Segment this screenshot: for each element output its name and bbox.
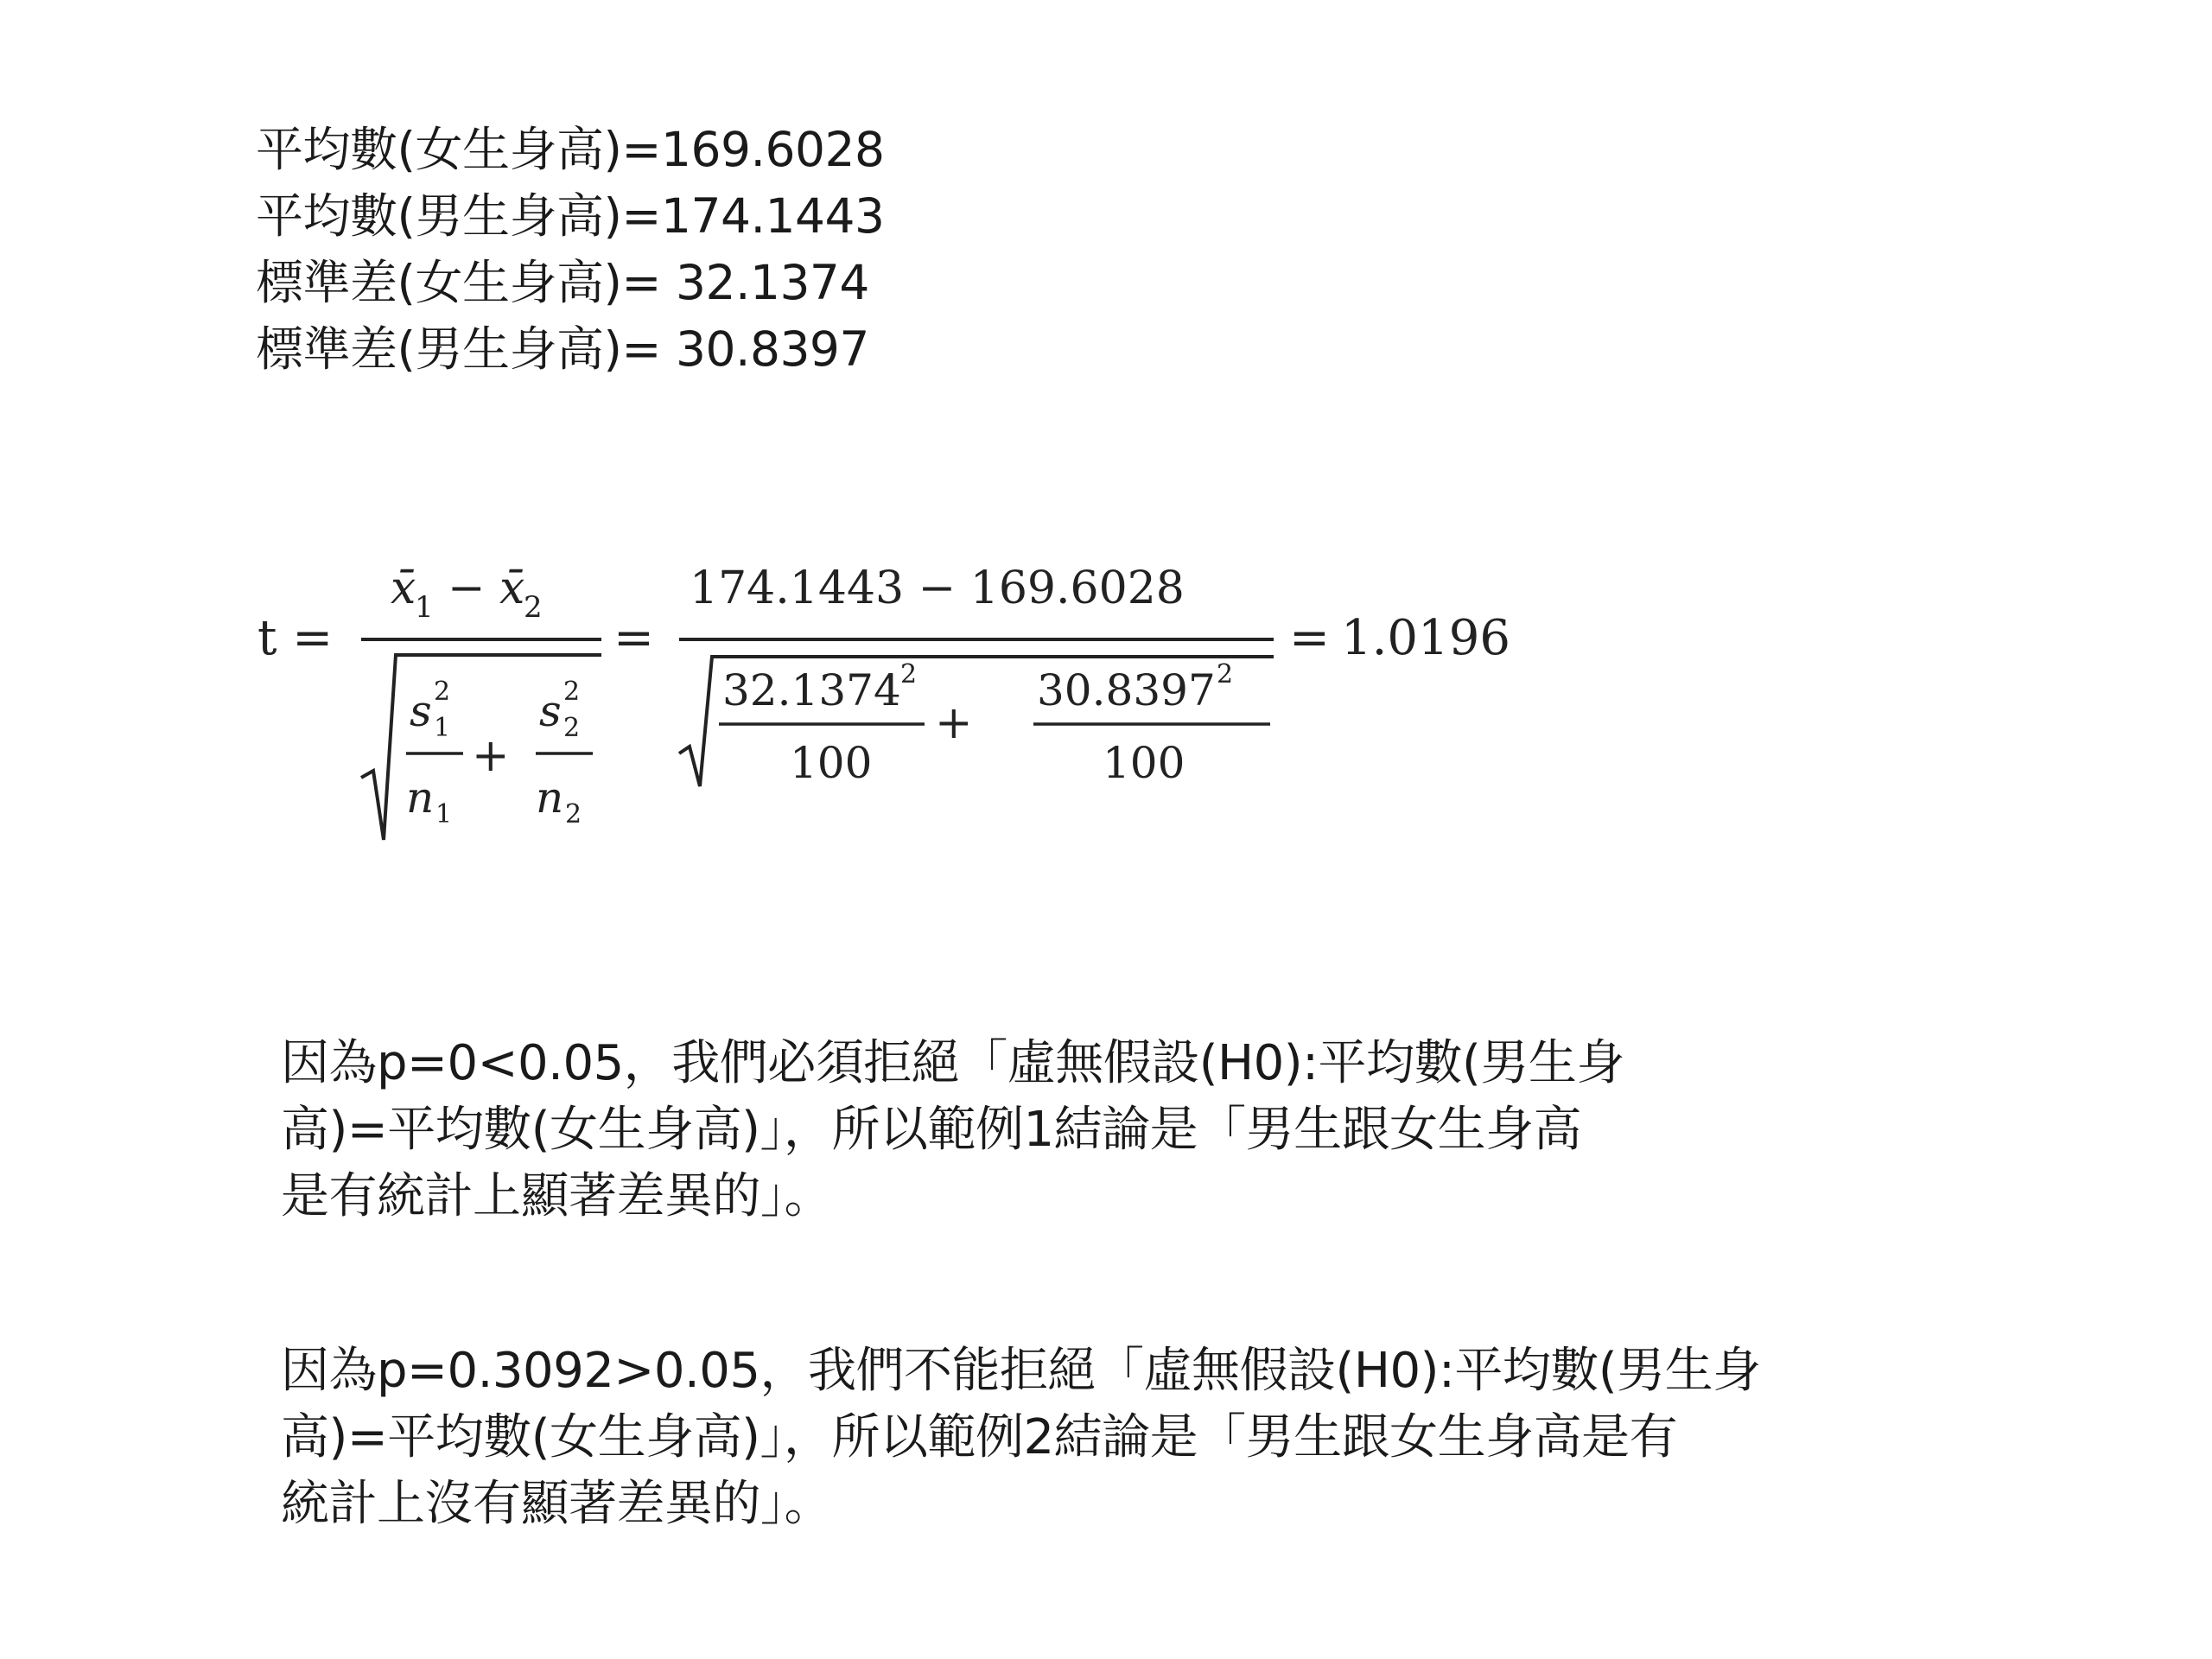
formula-s2-sub: 2: [563, 713, 581, 743]
descriptive-statistics: [256, 117, 884, 383]
conclusion-1-line-1: 因為p=0<0.05，我們必須拒絕「虛無假設(H0):平均數(男生身: [281, 1035, 1624, 1091]
formula-sd2: 30.8397: [1037, 665, 1216, 715]
formula-s2: s: [539, 686, 562, 736]
formula-sd1: 32.1374: [722, 665, 901, 715]
conclusion-2-line-3: 統計上沒有顯著差異的」。: [281, 1476, 832, 1532]
conclusion-2-line-1: 因為p=0.3092>0.05，我們不能拒絕「虛無假設(H0):平均數(男生身: [281, 1343, 1761, 1399]
formula-s1-sup: 2: [434, 677, 451, 707]
formula-xbar1: x̄: [391, 563, 416, 614]
formula-n-value-2: 100: [1103, 738, 1185, 788]
formula-equals-2: =: [1289, 610, 1330, 666]
formula-numeric-plus: +: [935, 697, 973, 749]
formula-sd2-sup: 2: [1217, 659, 1234, 690]
formula-equals-1: =: [613, 610, 654, 666]
formula-xbar2-sub: 2: [524, 590, 543, 625]
formula-numerator-minus: −: [448, 563, 486, 614]
conclusion-example-1: [281, 1030, 1624, 1230]
stat-line-male-sd: 標準差(男生身高)= 30.8397: [256, 321, 869, 377]
formula-xbar2: x̄: [499, 563, 525, 614]
formula-s2-sup: 2: [563, 677, 581, 707]
conclusion-1-line-3: 是有統計上顯著差異的」。: [281, 1168, 832, 1224]
formula-s1-sub: 1: [434, 713, 451, 743]
conclusion-2-line-2: 高)=平均數(女生身高)」，所以範例2結論是「男生跟女生身高是有: [281, 1409, 1678, 1465]
stat-line-female-mean: 平均數(女生身高)=169.6028: [256, 122, 885, 177]
t-test-formula: [251, 553, 1564, 864]
formula-s1: s: [410, 686, 432, 736]
formula-n2-sub: 2: [565, 799, 582, 830]
formula-n-value-1: 100: [790, 738, 873, 788]
formula-n1: n: [406, 772, 435, 823]
formula-n2: n: [536, 772, 564, 823]
formula-sd1-sup: 2: [900, 659, 918, 690]
stat-line-female-sd: 標準差(女生身高)= 32.1374: [256, 255, 869, 310]
formula-result: 1.0196: [1341, 610, 1510, 666]
formula-lhs: t =: [257, 610, 334, 666]
stat-line-male-mean: 平均數(男生身高)=174.1443: [256, 188, 885, 244]
formula-numeric-numerator: 174.1443 − 169.6028: [690, 563, 1185, 614]
formula-xbar1-sub: 1: [415, 590, 434, 625]
conclusion-example-2: [281, 1338, 1761, 1537]
formula-n1-sub: 1: [435, 799, 453, 830]
formula-symbolic-plus: +: [472, 730, 510, 782]
formula-graphic: [251, 553, 1564, 864]
conclusion-1-line-2: 高)=平均數(女生身高)」，所以範例1結論是「男生跟女生身高: [281, 1102, 1582, 1158]
